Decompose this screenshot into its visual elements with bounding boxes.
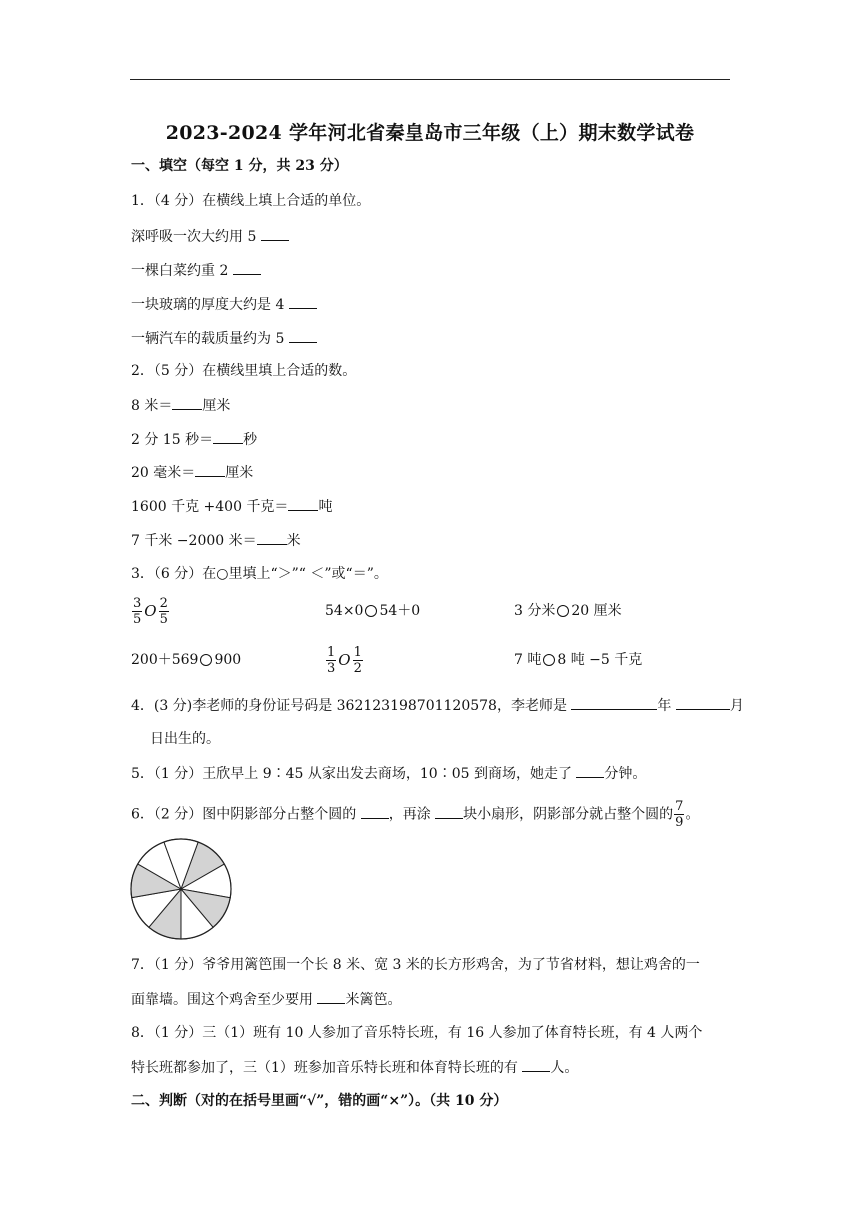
pie-diagram [129, 837, 233, 941]
compare-circle[interactable] [543, 654, 555, 666]
item-text: 1600 千克 +400 千克＝ [131, 499, 289, 515]
question-stem: 8．（1 分）三（1）班有 10 人参加了音乐特长班，有 16 人参加了体育特长班，有 4 人两个 [131, 1025, 703, 1041]
answer-blank[interactable] [288, 497, 318, 511]
question-stem-part: 面靠墙。围这个鸡舍至少要用 [131, 992, 313, 1008]
item-text: 一辆汽车的载质量约为 5 [131, 331, 285, 347]
expression-left: 54×0 [325, 603, 364, 619]
fraction: $\frac{1}{3}$ [327, 645, 336, 676]
header-rule [130, 79, 730, 80]
answer-blank[interactable] [317, 990, 345, 1004]
answer-blank[interactable] [522, 1058, 550, 1072]
answer-blank[interactable] [576, 764, 604, 778]
answer-blank[interactable] [233, 261, 261, 275]
list-item [131, 531, 301, 550]
unit-text: 米 [286, 533, 301, 549]
unit-text: 吨 [318, 499, 333, 515]
expression-right: 900 [214, 652, 242, 668]
answer-blank[interactable] [213, 430, 243, 444]
question-text [131, 799, 699, 830]
list-item [131, 463, 253, 482]
expression-left: 7 吨 [514, 652, 542, 668]
question-text-cont: 日出生的。 [150, 731, 220, 747]
fraction: $\frac{3}{5}$ [133, 596, 142, 627]
question-stem-part: 特长班都参加了，三（1）班参加音乐特长班和体育特长班的有 [131, 1060, 518, 1076]
item-text: 8 米＝ [131, 398, 173, 414]
question-stem: 1．（4 分）在横线上填上合适的单位。 [131, 193, 371, 209]
fraction: $\frac{7}{9}$ [675, 799, 684, 830]
unit-text: 人。 [550, 1060, 579, 1076]
list-item [131, 430, 257, 449]
list-item [131, 497, 332, 516]
item-text: 一棵白菜约重 2 [131, 263, 229, 279]
punctuation: 。 [685, 806, 700, 823]
unit-text: 年 [657, 698, 672, 714]
list-item [131, 396, 230, 415]
expression-right: 20 厘米 [571, 603, 622, 619]
answer-blank[interactable] [676, 696, 730, 710]
expression-right: 54＋0 [379, 603, 421, 619]
compare-item [514, 600, 622, 620]
unit-text: 月 [729, 698, 744, 714]
unit-text: 秒 [243, 432, 258, 448]
unit-text: 分钟。 [604, 766, 647, 782]
compare-circle[interactable] [365, 605, 377, 617]
question-stem-part: 块小扇形，阴影部分就占整个圆的 [463, 806, 674, 823]
answer-blank[interactable] [361, 805, 389, 819]
unit-text: 米篱笆。 [345, 992, 402, 1008]
answer-blank[interactable] [571, 696, 657, 710]
fraction: $\frac{2}{5}$ [159, 596, 168, 627]
item-text: 2 分 15 秒＝ [131, 432, 214, 448]
compare-item [514, 649, 642, 669]
item-text: 7 千米 −2000 米＝ [131, 533, 257, 549]
question-text [131, 1058, 578, 1077]
question-stem-part: ，再涂 [388, 806, 431, 823]
compare-item [325, 600, 420, 620]
compare-circle[interactable] [557, 605, 569, 617]
answer-blank[interactable] [289, 329, 317, 343]
item-text: 深呼吸一次大约用 5 [131, 229, 257, 245]
question-stem: 7．（1 分）爷爷用篱笆围一个长 8 米、宽 3 米的长方形鸡舍，为了节省材料，想让鸡舍的一 [131, 957, 700, 973]
question-stem: 5．（1 分）王欣早上 9∶45 从家出发去商场，10∶05 到商场，她走了 [131, 766, 572, 782]
list-item [131, 295, 317, 314]
question-stem: 3．（6 分）在○里填上“＞”“ ＜”或“＝”。 [131, 566, 388, 582]
compare-circle[interactable]: O [338, 650, 351, 669]
question-text [131, 696, 744, 715]
list-item [131, 261, 261, 280]
fraction: $\frac{1}{2}$ [353, 645, 362, 676]
answer-blank[interactable] [435, 805, 463, 819]
question-stem: 2．（5 分）在横线里填上合适的数。 [131, 363, 357, 379]
page-title: 2023-2024 学年河北省秦皇岛市三年级（上）期末数学试卷 [165, 122, 695, 144]
list-item [131, 329, 317, 348]
item-text: 20 毫米＝ [131, 465, 196, 481]
compare-item [325, 645, 364, 676]
unit-text: 厘米 [225, 465, 254, 481]
list-item [131, 227, 289, 246]
section-heading: 二、判断（对的在括号里画“√”，错的画“×”）。（共 10 分） [131, 1093, 508, 1109]
compare-circle[interactable] [200, 654, 212, 666]
expression-left: 3 分米 [514, 603, 556, 619]
answer-blank[interactable] [172, 396, 202, 410]
expression-right: 8 吨 −5 千克 [557, 652, 643, 668]
section-heading: 一、填空（每空 1 分，共 23 分） [131, 158, 348, 174]
question-text [131, 764, 646, 783]
compare-item [131, 649, 241, 669]
answer-blank[interactable] [261, 227, 289, 241]
question-stem: 6．（2 分）图中阴影部分占整个圆的 [131, 806, 357, 823]
answer-blank[interactable] [289, 295, 317, 309]
compare-circle[interactable]: O [144, 601, 157, 620]
expression-left: 200＋569 [131, 652, 199, 668]
answer-blank[interactable] [257, 531, 287, 545]
answer-blank[interactable] [195, 463, 225, 477]
compare-item [131, 596, 170, 627]
question-text [131, 990, 401, 1009]
question-stem: 4．(3 分)李老师的身份证号码是 362123198701120578，李老师是 [131, 698, 567, 714]
unit-text: 厘米 [202, 398, 231, 414]
item-text: 一块玻璃的厚度大约是 4 [131, 297, 285, 313]
